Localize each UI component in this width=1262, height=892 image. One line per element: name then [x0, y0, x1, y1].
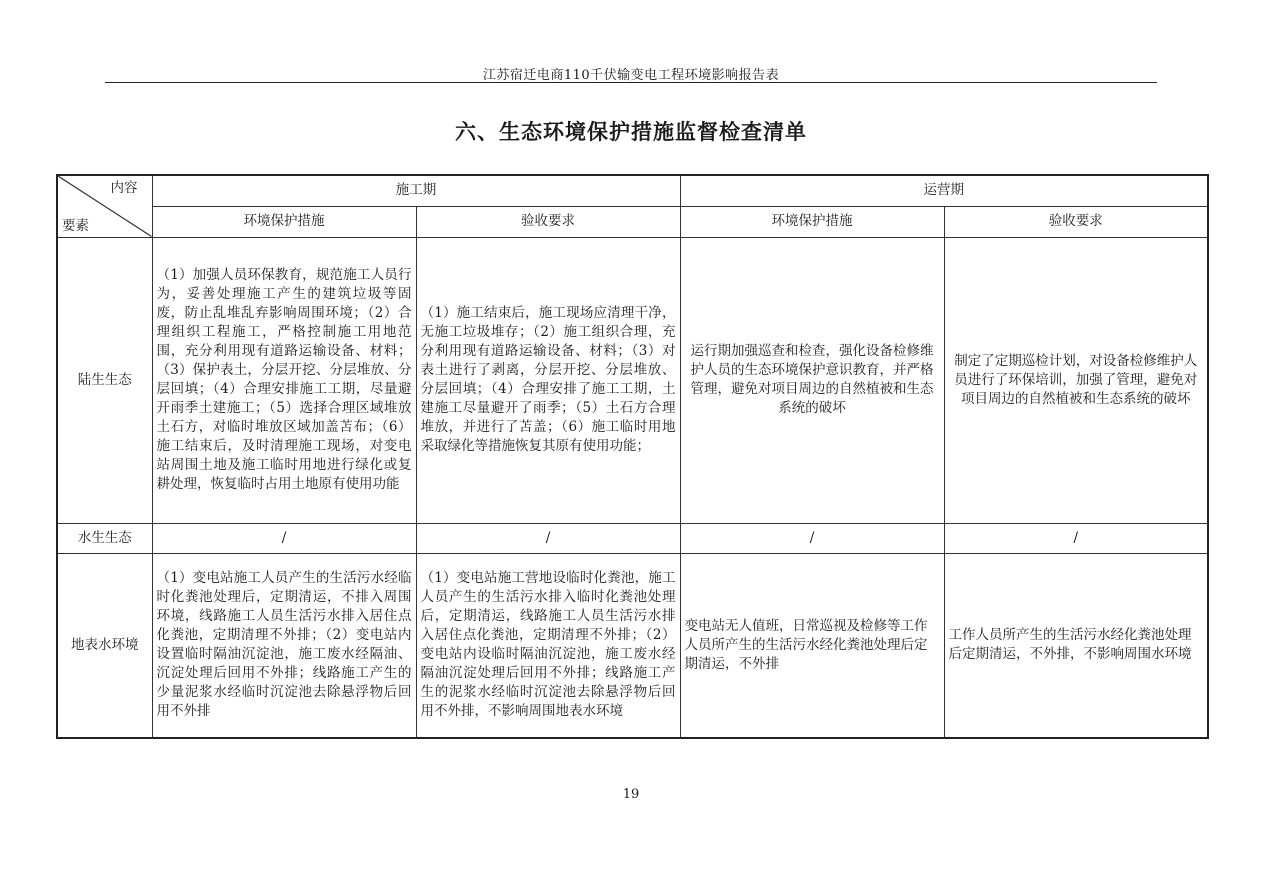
row-element-label: 地表水环境 — [57, 553, 152, 738]
operation-measures-header: 环境保护措施 — [680, 206, 944, 237]
column-header-row — [57, 206, 1208, 237]
construction-measures-cell: （1）加强人员环保教育，规范施工人员行为，妥善处理施工产生的建筑垃圾等固废，防止乱堆乱弃影响周围环境；（2）合理组织工程施工，严格控制施工用地范围，充分利用现有道路运输设备、材料；（3）保护表土，分层开挖、分层堆放、分层回填；（4）合理安排施工工期，尽量避开雨季土建施工；（5）选择合理区域堆放土石方，对临时堆放区域加盖苫布；（6）施工结束后，及时清理施工现场，对变电站周围土地及施工临时用地进行绿化或复耕处理，恢复临时占用土地原有使用功能 — [152, 237, 416, 523]
construction-phase-header: 施工期 — [152, 175, 680, 206]
table-row — [57, 523, 1208, 553]
operation-measures-cell: 运行期加强巡查和检查，强化设备检修维护人员的生态环境保护意识教育，并严格管理，避免对项目周边的自然植被和生态系统的破坏 — [680, 237, 944, 523]
corner-content-label: 内容 — [110, 180, 138, 196]
construction-acceptance-cell: / — [416, 523, 680, 553]
operation-acceptance-cell: 工作人员所产生的生活污水经化粪池处理后定期清运，不外排，不影响周围水环境 — [944, 553, 1208, 738]
table-row — [57, 553, 1208, 738]
phase-header-row — [57, 175, 1208, 206]
construction-acceptance-header: 验收要求 — [416, 206, 680, 237]
construction-measures-cell: （1）变电站施工人员产生的生活污水经临时化粪池处理后，定期清运，不排入周围环境，线路施工人员生活污水排入居住点化粪池，定期清理不外排；（2）变电站内设置临时隔油沉淀池，施工废水经隔油、沉淀处理后回用不外排；线路施工产生的少量泥浆水经临时沉淀池去除悬浮物后回用不外排 — [152, 553, 416, 738]
row-element-label: 陆生生态 — [57, 237, 152, 523]
supervision-checklist-table — [56, 174, 1209, 739]
operation-measures-cell: / — [680, 523, 944, 553]
operation-phase-header: 运营期 — [680, 175, 1208, 206]
table-row — [57, 237, 1208, 523]
page-number: 19 — [622, 787, 640, 802]
operation-acceptance-cell: / — [944, 523, 1208, 553]
construction-acceptance-cell: （1）施工结束后，施工现场应清理干净，无施工垃圾堆存；（2）施工组织合理，充分利用现有道路运输设备、材料；（3）对表土进行了剥离，分层开挖、分层堆放、分层回填；（4）合理安排了施工工期，土建施工尽量避开了雨季；（5）土石方合理堆放，并进行了苫盖；（6）施工临时用地采取绿化等措施恢复其原有使用功能； — [416, 237, 680, 523]
header-rule — [105, 82, 1157, 83]
operation-acceptance-header: 验收要求 — [944, 206, 1208, 237]
construction-measures-cell: / — [152, 523, 416, 553]
construction-acceptance-cell: （1）变电站施工营地设临时化粪池，施工人员产生的生活污水排入临时化粪池处理后，定期清运，线路施工人员生活污水排入居住点化粪池，定期清理不外排；（2）变电站内设临时隔油沉淀池，施工废水经隔油沉淀处理后回用不外排；线路施工产生的泥浆水经临时沉淀池去除悬浮物后回用不外排，不影响周围地表水环境 — [416, 553, 680, 738]
row-element-label: 水生生态 — [57, 523, 152, 553]
operation-acceptance-cell: 制定了定期巡检计划，对设备检修维护人员进行了环保培训，加强了管理，避免对项目周边的自然植被和生态系统的破坏 — [944, 237, 1208, 523]
corner-cell — [57, 175, 152, 237]
construction-measures-header: 环境保护措施 — [152, 206, 416, 237]
operation-measures-cell: 变电站无人值班，日常巡视及检修等工作人员所产生的生活污水经化粪池处理后定期清运，不外排 — [680, 553, 944, 738]
section-title: 六、生态环境保护措施监督检查清单 — [455, 120, 807, 144]
corner-element-label: 要素 — [62, 217, 89, 234]
running-header: 江苏宿迁电商110千伏输变电工程环境影响报告表 — [482, 68, 780, 83]
